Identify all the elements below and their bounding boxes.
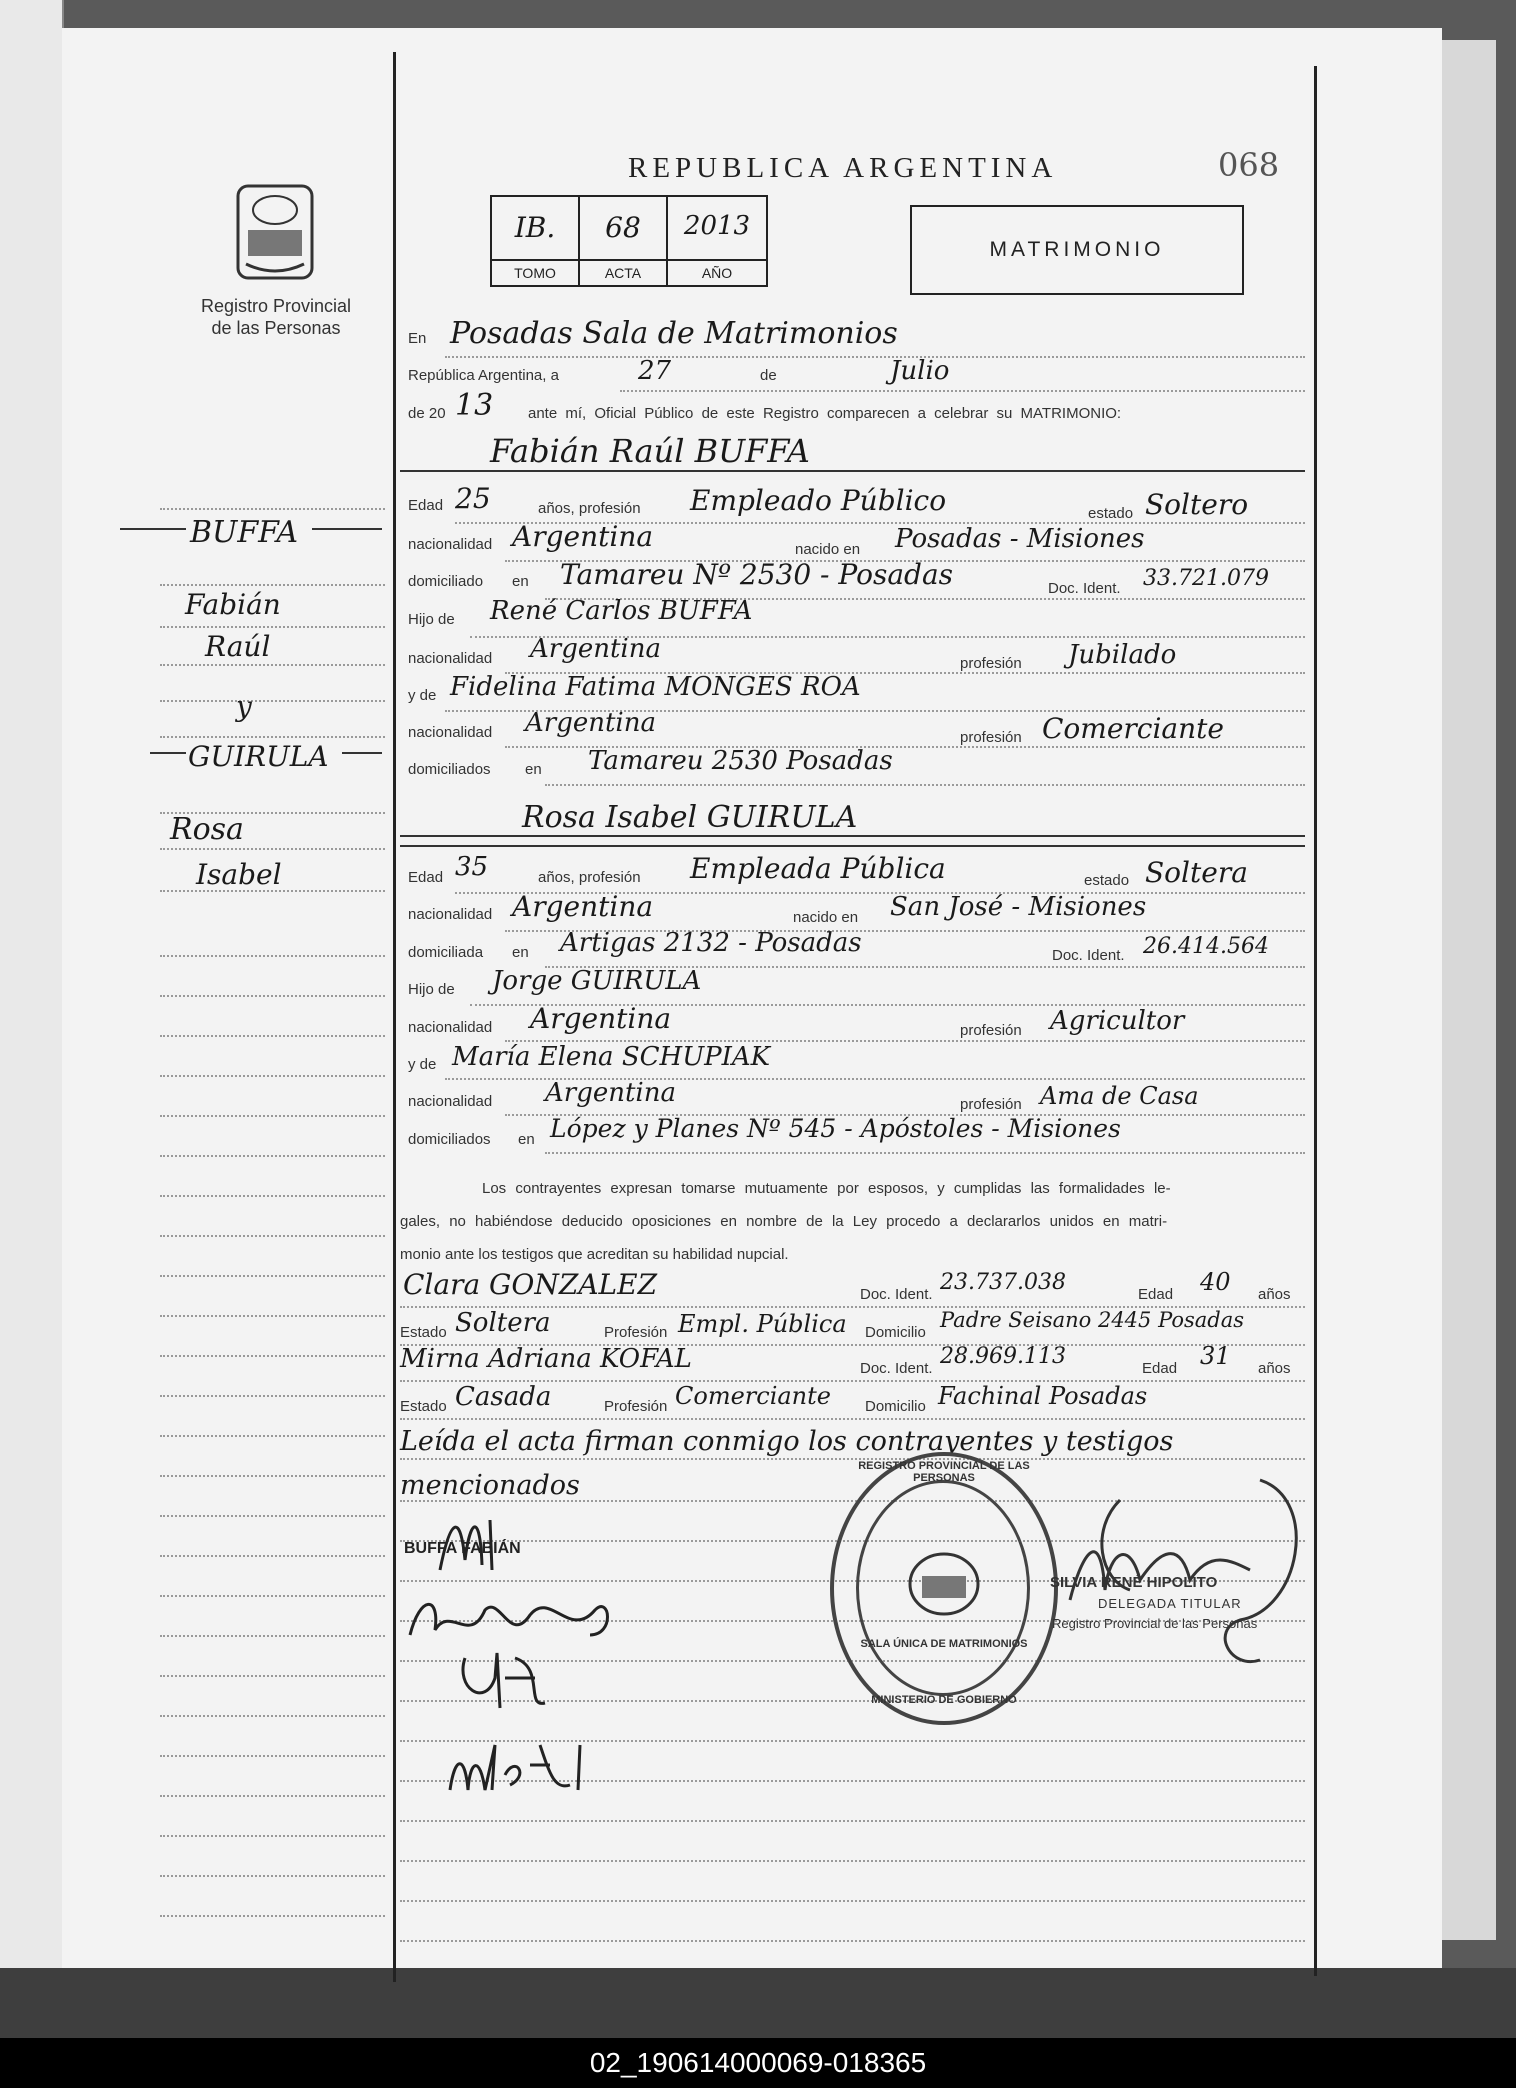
label-profesion: profesión <box>960 655 1022 672</box>
margin-line <box>160 1115 385 1117</box>
label-year-prefix: de 20 <box>408 405 446 422</box>
declaration-line-1: Los contrayentes expresan tomarse mutuamente por esposos, y cumplidas las formalidades le- <box>482 1180 1171 1197</box>
bride-status: Soltera <box>1145 856 1248 889</box>
bride-mother: María Elena SCHUPIAK <box>452 1042 771 1072</box>
bride-father-nationality: Argentina <box>530 1002 672 1035</box>
record-type-box <box>910 205 1244 295</box>
margin-line <box>160 1515 385 1517</box>
groom-profession: Empleado Público <box>690 484 947 517</box>
label-domicilio: Domicilio <box>865 1398 926 1415</box>
official-name: SILVIA RENÉ HIPOLITO <box>1050 1574 1218 1591</box>
label-nacido: nacido en <box>795 541 861 558</box>
groom-mother-profession: Comerciante <box>1042 712 1224 745</box>
label-estado-cap: Estado <box>400 1398 447 1415</box>
bride-father: Jorge GUIRULA <box>492 966 702 996</box>
label-edad: Edad <box>408 869 444 886</box>
bride-full-name: Rosa Isabel GUIRULA <box>522 800 858 835</box>
right-rule <box>1314 66 1317 1976</box>
label-domiciliada: domiciliada <box>408 944 484 961</box>
margin-line <box>160 1675 385 1677</box>
witness1-signature <box>455 1648 565 1718</box>
margin-line <box>160 1035 385 1037</box>
label-republica: República Argentina, a <box>408 367 559 384</box>
seal-bottom-text: MINISTERIO DE GOBIERNO <box>871 1694 1017 1706</box>
label-nacionalidad: nacionalidad <box>408 1019 493 1036</box>
label-profesion-cap: Profesión <box>604 1398 668 1415</box>
witness2-profession: Comerciante <box>675 1382 831 1410</box>
label-profesion-cap: Profesión <box>604 1324 668 1341</box>
margin-line <box>160 995 385 997</box>
page-right-edge <box>1442 40 1496 1940</box>
ceremony-statement: ante mí, Oficial Público de este Registro comparecen a celebrar su MATRIMONIO: <box>528 405 1122 422</box>
bride-mother-profession: Ama de Casa <box>1040 1082 1199 1110</box>
margin-name-groom-2: Raúl <box>205 630 271 663</box>
label-nacido: nacido en <box>793 909 859 926</box>
official-signature <box>1030 1440 1310 1680</box>
label-en-4: en <box>512 944 529 961</box>
groom-status: Soltero <box>1145 488 1249 521</box>
underline <box>312 528 382 530</box>
label-doc-ident: Doc. Ident. <box>860 1286 933 1303</box>
margin-name-groom-1: Fabián <box>185 588 281 621</box>
witness2-domicile: Fachinal Posadas <box>938 1382 1148 1410</box>
groom-father-profession: Jubilado <box>1068 640 1177 670</box>
margin-line <box>160 1435 385 1437</box>
official-seal <box>830 1452 1058 1725</box>
tomo-value: IB. <box>514 211 556 244</box>
margin-line <box>160 848 385 850</box>
groom-mother-nationality: Argentina <box>525 708 656 738</box>
margin-line <box>160 1755 385 1757</box>
image-id-bar <box>0 2038 1516 2088</box>
witness1-status: Soltera <box>455 1308 551 1338</box>
official-organization: Registro Provincial de las Personas <box>1052 1616 1258 1631</box>
margin-line <box>160 1795 385 1797</box>
witness2-doc: 28.969.113 <box>940 1344 1066 1369</box>
margin-line <box>160 1195 385 1197</box>
label-edad: Edad <box>1138 1286 1174 1303</box>
scan-background <box>0 1968 1516 2038</box>
field-line <box>445 356 1305 358</box>
groom-nationality: Argentina <box>512 520 654 553</box>
bride-father-profession: Agricultor <box>1050 1006 1185 1036</box>
ceremony-day: 27 <box>638 356 672 386</box>
label-domiciliados: domiciliados <box>408 1131 491 1148</box>
registry-name-line1: Registro Provincial <box>200 296 352 316</box>
bride-profession: Empleada Pública <box>690 852 946 885</box>
label-doc-ident: Doc. Ident. <box>1052 947 1125 964</box>
groom-full-name: Fabián Raúl BUFFA <box>490 432 810 470</box>
margin-line <box>160 1075 385 1077</box>
label-de: de <box>760 367 777 384</box>
tomo-cell <box>490 195 580 287</box>
field-line <box>400 1900 1305 1902</box>
book-edge <box>0 0 64 1970</box>
witness1-name: Clara GONZALEZ <box>403 1268 658 1301</box>
margin-line <box>160 1155 385 1157</box>
ceremony-year: 13 <box>455 388 494 423</box>
acta-label: ACTA <box>580 259 666 285</box>
seal-inner-text: SALA ÚNICA DE MATRIMONIOS <box>860 1638 1028 1650</box>
label-anos: años <box>1258 1360 1291 1377</box>
country-title: REPUBLICA ARGENTINA <box>628 152 1058 184</box>
groom-doc: 33.721.079 <box>1143 566 1269 591</box>
province-coat-of-arms-logo <box>232 180 318 284</box>
anio-cell <box>666 195 768 287</box>
label-nacionalidad: nacionalidad <box>408 724 493 741</box>
seal-outer-text: REGISTRO PROVINCIAL DE LAS PERSONAS <box>858 1460 1030 1484</box>
anio-value: 2013 <box>683 211 751 241</box>
label-nacionalidad: nacionalidad <box>408 536 493 553</box>
bride-birthplace: San José - Misiones <box>890 892 1147 922</box>
margin-surname-bride: GUIRULA <box>188 740 329 773</box>
margin-name-bride-2: Isabel <box>196 858 282 891</box>
label-estado: estado <box>1084 872 1130 889</box>
section-rule <box>400 835 1305 837</box>
field-line <box>400 1860 1305 1862</box>
label-anos-profesion: años, profesión <box>538 869 641 886</box>
field-line <box>400 1820 1305 1822</box>
tomo-label: TOMO <box>492 259 578 285</box>
label-estado-cap: Estado <box>400 1324 447 1341</box>
margin-line <box>160 508 385 510</box>
label-anos: años <box>1258 1286 1291 1303</box>
margin-line <box>160 1395 385 1397</box>
ceremony-month: Julio <box>890 356 950 386</box>
margin-line <box>160 1555 385 1557</box>
witness2-age: 31 <box>1200 1342 1231 1370</box>
seal-coat-of-arms-icon <box>894 1546 994 1626</box>
acta-cell <box>578 195 668 287</box>
section-rule <box>400 470 1305 472</box>
label-doc-ident: Doc. Ident. <box>860 1360 933 1377</box>
label-estado: estado <box>1088 505 1134 522</box>
label-profesion: profesión <box>960 1022 1022 1039</box>
field-line <box>620 390 1305 392</box>
label-hijo-de: Hijo de <box>408 981 455 998</box>
groom-domicile: Tamareu Nº 2530 - Posadas <box>560 558 954 591</box>
label-en-3: en <box>525 761 542 778</box>
witness1-doc: 23.737.038 <box>940 1270 1066 1295</box>
margin-name-bride-1: Rosa <box>170 812 244 847</box>
label-en-5: en <box>518 1131 535 1148</box>
underline <box>150 752 186 754</box>
margin-line <box>160 1875 385 1877</box>
witness2-signature <box>440 1735 610 1805</box>
label-profesion: profesión <box>960 1096 1022 1113</box>
declaration-line-3: monio ante los testigos que acreditan su habilidad nupcial. <box>400 1246 789 1263</box>
label-doc-ident: Doc. Ident. <box>1048 580 1121 597</box>
groom-father-nationality: Argentina <box>530 634 661 664</box>
official-title: DELEGADA TITULAR <box>1098 1596 1242 1611</box>
witness1-domicile: Padre Seisano 2445 Posadas <box>940 1308 1245 1332</box>
margin-line <box>160 1635 385 1637</box>
label-domiciliados: domiciliados <box>408 761 491 778</box>
margin-conjunction: y <box>236 690 252 723</box>
underline <box>342 752 382 754</box>
groom-parents-domicile: Tamareu 2530 Posadas <box>588 746 893 776</box>
margin-line <box>160 1835 385 1837</box>
field-line <box>545 784 1305 786</box>
label-en: En <box>408 330 427 347</box>
underline <box>120 528 186 530</box>
record-type: MATRIMONIO <box>989 238 1165 261</box>
margin-line <box>160 584 385 586</box>
acta-value: 68 <box>605 211 641 244</box>
groom-printed-name: BUFFA FABIÁN <box>404 1540 521 1557</box>
groom-age: 25 <box>455 482 491 515</box>
section-rule <box>400 845 1305 847</box>
field-line <box>545 1152 1305 1154</box>
bride-domicile: Artigas 2132 - Posadas <box>560 928 862 958</box>
declaration-line-2: gales, no habiéndose deducido oposiciones en nombre de la Ley procedo a declararlos unidos en matri- <box>400 1213 1168 1230</box>
margin-line <box>160 1915 385 1917</box>
closing-statement: Leída el acta firman conmigo los contrayentes y testigos mencionados <box>400 1426 1174 1501</box>
margin-line <box>160 1475 385 1477</box>
bride-parents-domicile: López y Planes Nº 545 - Apóstoles - Misiones <box>550 1114 1121 1143</box>
bride-nationality: Argentina <box>512 890 654 923</box>
margin-surname-groom: BUFFA <box>190 515 299 550</box>
witness2-name: Mirna Adriana KOFAL <box>400 1344 692 1374</box>
witness1-profession: Empl. Pública <box>678 1310 847 1338</box>
margin-line <box>160 1715 385 1717</box>
image-id: 02_190614000069-018365 <box>589 2047 927 2078</box>
label-nacionalidad: nacionalidad <box>408 650 493 667</box>
label-nacionalidad: nacionalidad <box>408 906 493 923</box>
margin-line <box>160 700 385 702</box>
label-nacionalidad: nacionalidad <box>408 1093 493 1110</box>
field-line <box>400 1940 1305 1942</box>
margin-line <box>160 664 385 666</box>
margin-line <box>160 1235 385 1237</box>
groom-father: René Carlos BUFFA <box>490 596 753 626</box>
label-hijo-de: Hijo de <box>408 611 455 628</box>
margin-line <box>160 1595 385 1597</box>
anio-label: AÑO <box>668 259 766 285</box>
margin-line <box>160 955 385 957</box>
bride-mother-nationality: Argentina <box>545 1078 676 1108</box>
ceremony-place: Posadas Sala de Matrimonios <box>450 316 898 351</box>
label-edad: Edad <box>1142 1360 1178 1377</box>
label-domiciliado: domiciliado <box>408 573 484 590</box>
groom-birthplace: Posadas - Misiones <box>895 524 1145 554</box>
witness1-age: 40 <box>1200 1268 1231 1296</box>
registry-name-line2: de las Personas <box>211 318 341 338</box>
label-edad: Edad <box>408 497 444 514</box>
label-y-de: y de <box>408 1056 437 1073</box>
label-en-2: en <box>512 573 529 590</box>
page-number: 068 <box>1218 146 1280 184</box>
witness2-status: Casada <box>455 1382 552 1412</box>
bride-age: 35 <box>455 852 489 882</box>
groom-mother: Fidelina Fatima MONGES ROA <box>450 672 861 702</box>
margin-line <box>160 1315 385 1317</box>
label-anos-profesion: años, profesión <box>538 500 641 517</box>
margin-line <box>160 1275 385 1277</box>
margin-line <box>160 1355 385 1357</box>
bride-doc: 26.414.564 <box>1143 934 1269 959</box>
label-y-de: y de <box>408 687 437 704</box>
margin-rule <box>393 52 396 1982</box>
label-domicilio: Domicilio <box>865 1324 926 1341</box>
label-profesion: profesión <box>960 729 1022 746</box>
bride-signature <box>400 1585 630 1655</box>
margin-line <box>160 626 385 628</box>
margin-line <box>160 736 385 738</box>
